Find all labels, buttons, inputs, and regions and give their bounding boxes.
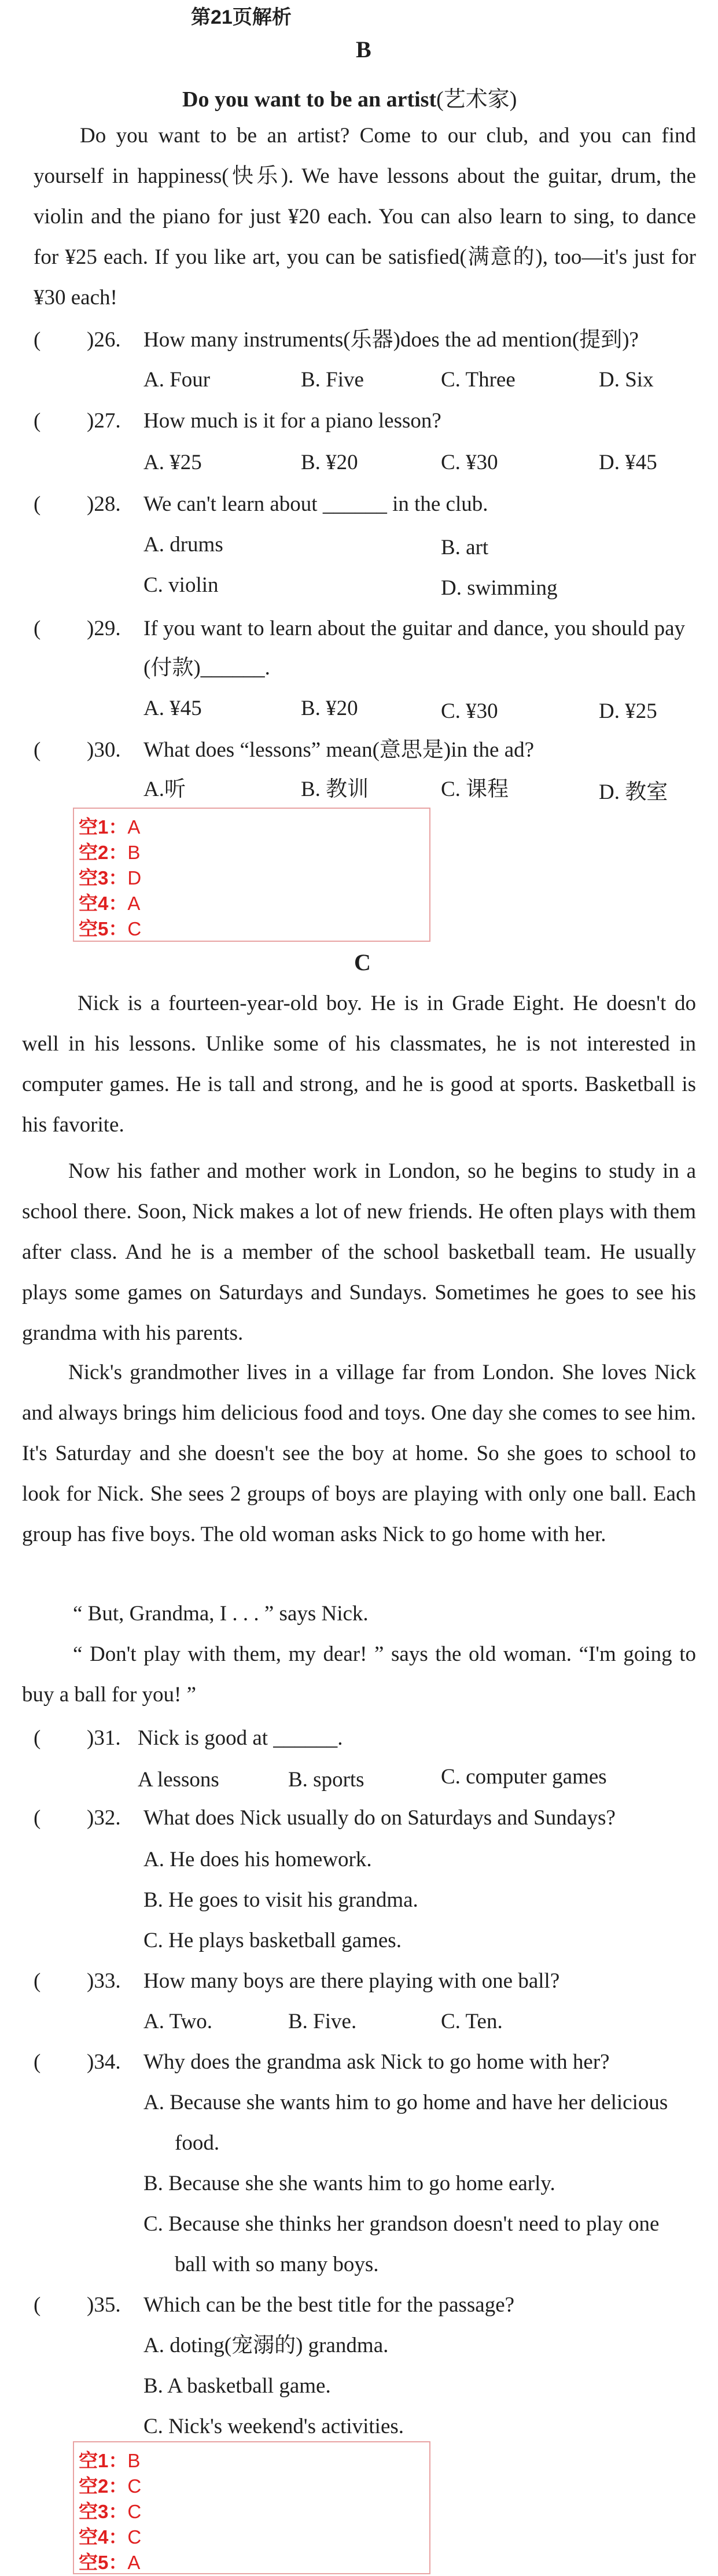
q29-option-c: C. ¥30 <box>441 699 498 723</box>
q34-number: )34. <box>87 2050 121 2074</box>
q33-option-b: B. Five. <box>288 2010 357 2033</box>
section-b-paragraph: Do you want to be an artist? Come to our club, and you can find yourself in happiness(快乐). We have lessons about the guitar, drum, the violin and the piano for just ¥20 each. You can also learn to sing, to dance for ¥25 each. If you like art, you can be satisfied(满意的), too—it's just for ¥30 each! <box>34 124 696 309</box>
answer-c-2-value: C <box>127 2475 142 2497</box>
q33-option-c: C. Ten. <box>441 2010 503 2033</box>
answer-c-3-label: 空3： <box>79 2501 128 2522</box>
answer-b-4-label: 空4： <box>79 893 128 914</box>
q27-option-c: C. ¥30 <box>441 451 498 474</box>
q27-number: )27. <box>87 409 121 433</box>
answer-c-4-value: C <box>127 2526 142 2548</box>
q34-text: Why does the grandma ask Nick to go home with her? <box>143 2050 610 2074</box>
answer-b-5 <box>79 914 141 941</box>
section-c-letter: C <box>354 949 371 975</box>
answer-c-2 <box>79 2471 141 2498</box>
q30-paren: ( <box>34 738 41 762</box>
q29-text-continued: (付款)______. <box>143 656 270 680</box>
section-b-title <box>182 81 517 113</box>
answer-b-4 <box>79 889 140 916</box>
q35-option-b: B. A basketball game. <box>143 2374 331 2398</box>
q31-paren: ( <box>34 1726 41 1750</box>
q34-paren: ( <box>34 2050 41 2074</box>
answer-c-5-label: 空5： <box>79 2552 128 2573</box>
section-c-paragraph-1: Nick is a fourteen-year-old boy. He is in Grade Eight. He doesn't do well in his lessons. Unlike some of his classmates, he is not interested in computer games. He is tall and strong, and he is good at sports. Basketball is his favorite. <box>22 992 696 1137</box>
q27-option-a: A. ¥25 <box>143 451 202 474</box>
q35-paren: ( <box>34 2293 41 2317</box>
q35-number: )35. <box>87 2293 121 2317</box>
answer-b-3-label: 空3： <box>79 867 128 889</box>
q30-option-a: A.听 <box>143 777 186 801</box>
answer-c-2-label: 空2： <box>79 2475 128 2497</box>
q28-option-d: D. swimming <box>441 576 558 600</box>
section-c-paragraph-3: Nick's grandmother lives in a village far from London. She loves Nick and always brings him delicious food and toys. One day she comes to see him. It's Saturday and she doesn't see the boy at home. So she goes to school to look for Nick. She sees 2 groups of boys are playing with only one ball. Each group has five boys. The old woman asks Nick to go home with her. <box>22 1361 696 1546</box>
q31-number: )31. <box>87 1726 121 1750</box>
section-b-title-cn: (艺术家) <box>436 87 517 112</box>
answer-c-1 <box>79 2446 140 2473</box>
q34-option-a: A. Because she wants him to go home and have her delicious <box>143 2091 668 2114</box>
answer-box-c <box>73 2441 430 2574</box>
q30-number: )30. <box>87 738 121 762</box>
q26-option-a: A. Four <box>143 368 211 392</box>
q32-paren: ( <box>34 1806 41 1830</box>
answer-c-4-label: 空4： <box>79 2526 128 2548</box>
q29-option-a: A. ¥45 <box>143 696 202 720</box>
answer-b-2-value: B <box>127 842 141 863</box>
q33-number: )33. <box>87 1969 121 1993</box>
answer-c-5 <box>79 2548 140 2575</box>
q29-option-d: D. ¥25 <box>599 699 657 723</box>
q33-option-a: A. Two. <box>143 2010 213 2033</box>
q26-option-b: B. Five <box>301 368 364 392</box>
q32-option-a: A. He does his homework. <box>143 1848 372 1871</box>
answer-c-1-label: 空1： <box>79 2450 128 2471</box>
answer-b-5-value: C <box>127 918 142 939</box>
section-c-paragraph-2: Now his father and mother work in London, so he begins to study in a school there. Soon, Nick makes a lot of new friends. He often plays with them after class. And he is a member of the school basketball team. He usually plays some games on Saturdays and Sundays. Sometimes he goes to see his grandma with his parents. <box>22 1159 696 1345</box>
q31-option-a: A lessons <box>138 1768 219 1792</box>
section-c-paragraph-5: “ Don't play with them, my dear! ” says the old woman. “I'm going to buy a ball for you! ” <box>22 1642 696 1707</box>
answer-b-3-value: D <box>127 867 142 889</box>
answer-c-3-value: C <box>127 2501 142 2522</box>
q30-option-c: C. 课程 <box>441 777 509 801</box>
section-b-title-en: Do you want to be an artist <box>182 87 437 112</box>
q26-text: How many instruments(乐器)does the ad mention(提到)? <box>143 328 639 352</box>
q30-option-b: B. 教训 <box>301 777 369 801</box>
answer-c-5-value: A <box>127 2552 141 2573</box>
q28-paren: ( <box>34 492 41 516</box>
q27-option-b: B. ¥20 <box>301 451 358 474</box>
q31-text: Nick is good at ______. <box>138 1726 343 1750</box>
q29-number: )29. <box>87 617 121 640</box>
q32-option-b: B. He goes to visit his grandma. <box>143 1888 418 1912</box>
answer-box-b <box>73 808 430 942</box>
q34-option-b: B. Because she she wants him to go home early. <box>143 2172 555 2195</box>
answer-b-1 <box>79 812 140 839</box>
answer-b-5-label: 空5： <box>79 918 128 939</box>
q27-option-d: D. ¥45 <box>599 451 657 474</box>
q27-paren: ( <box>34 409 41 433</box>
q26-option-d: D. Six <box>599 368 654 392</box>
q35-option-a: A. doting(宠溺的) grandma. <box>143 2334 389 2357</box>
q33-text: How many boys are there playing with one ball? <box>143 1969 560 1993</box>
page-header-title: 第21页解析 <box>191 6 292 28</box>
q26-paren: ( <box>34 328 41 352</box>
answer-c-4 <box>79 2522 141 2549</box>
q28-option-b: B. art <box>441 536 489 559</box>
answer-c-3 <box>79 2497 141 2524</box>
answer-b-3 <box>79 863 141 890</box>
section-b-letter: B <box>356 36 371 62</box>
answer-b-1-label: 空1： <box>79 816 128 838</box>
q32-text: What does Nick usually do on Saturdays and Sundays? <box>143 1806 616 1830</box>
q32-option-c: C. He plays basketball games. <box>143 1929 402 1952</box>
q35-text: Which can be the best title for the passage? <box>143 2293 515 2317</box>
q29-option-b: B. ¥20 <box>301 696 358 720</box>
q28-option-a: A. drums <box>143 533 223 557</box>
q34-option-c-continued: ball with so many boys. <box>175 2253 379 2276</box>
q31-option-b: B. sports <box>288 1768 364 1792</box>
q32-number: )32. <box>87 1806 121 1830</box>
answer-b-4-value: A <box>127 893 141 914</box>
q33-paren: ( <box>34 1969 41 1993</box>
q30-option-d: D. 教室 <box>599 780 668 804</box>
q34-option-a-continued: food. <box>175 2131 220 2155</box>
q34-option-c: C. Because she thinks her grandson doesn't need to play one <box>143 2212 660 2236</box>
q29-text: If you want to learn about the guitar and dance, you should pay <box>143 617 686 640</box>
q26-option-c: C. Three <box>441 368 516 392</box>
answer-b-2 <box>79 838 140 865</box>
q28-text: We can't learn about ______ in the club. <box>143 492 488 516</box>
q31-option-c: C. computer games <box>441 1765 607 1789</box>
q28-number: )28. <box>87 492 121 516</box>
answer-b-2-label: 空2： <box>79 842 128 863</box>
answer-c-1-value: B <box>127 2450 141 2471</box>
q35-option-c: C. Nick's weekend's activities. <box>143 2415 404 2438</box>
section-c-paragraph-4: “ But, Grandma, I . . . ” says Nick. <box>73 1602 369 1626</box>
q28-option-c: C. violin <box>143 573 219 597</box>
q29-paren: ( <box>34 617 41 640</box>
q26-number: )26. <box>87 328 121 352</box>
answer-b-1-value: A <box>127 816 141 838</box>
q30-text: What does “lessons” mean(意思是)in the ad? <box>143 738 535 762</box>
q27-text: How much is it for a piano lesson? <box>143 409 441 433</box>
